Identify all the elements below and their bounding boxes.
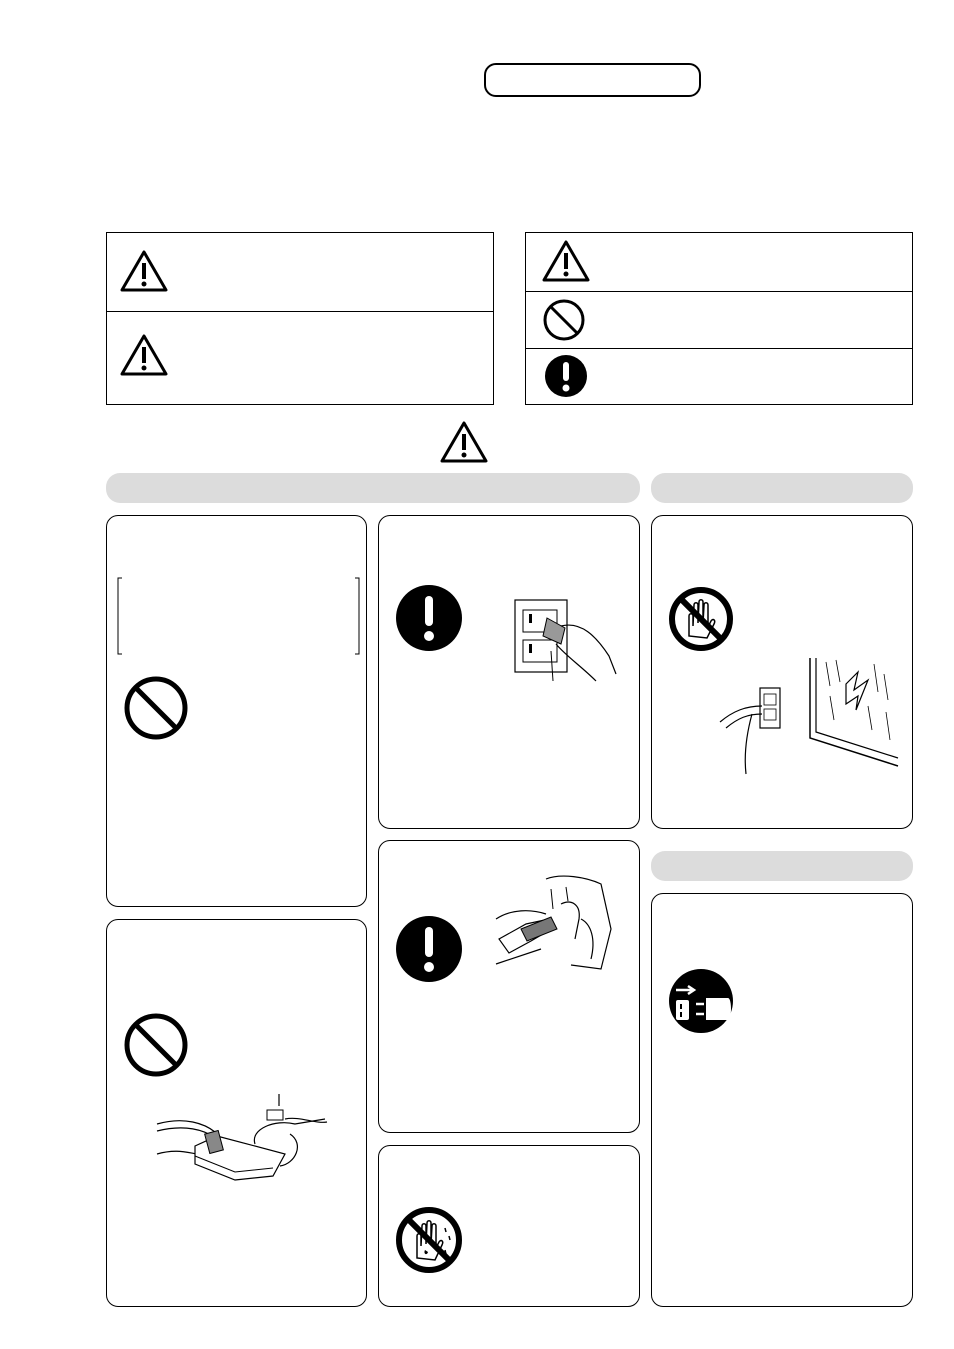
title-box — [484, 63, 701, 97]
no-touch-hand-icon — [668, 586, 734, 652]
panel-insert-plug — [378, 515, 640, 829]
no-wet-hands-icon — [395, 1206, 463, 1274]
panel-no-wet-hands — [378, 1145, 640, 1307]
legend-box-right — [525, 232, 913, 405]
outlet-plug-illustration — [511, 596, 621, 691]
power-strip-illustration — [155, 1094, 330, 1189]
legend-row-prohibition-symbol — [526, 291, 912, 349]
mandatory-exclamation-icon — [395, 584, 463, 652]
panel-octopus-wiring — [106, 919, 367, 1307]
prohibition-icon — [123, 675, 189, 741]
warning-triangle-icon — [119, 333, 169, 377]
wiping-plug-illustration — [491, 869, 616, 979]
mandatory-exclamation-icon — [544, 354, 588, 398]
section-bar-lightning — [651, 473, 913, 503]
legend-row-mandatory-symbol — [526, 348, 912, 406]
legend-row-caution — [107, 311, 493, 406]
prohibition-icon — [542, 298, 586, 342]
legend-box-left — [106, 232, 494, 405]
bracket-frame — [116, 576, 361, 656]
lightning-window-illustration — [718, 656, 903, 781]
section-bar-power — [106, 473, 640, 503]
unplug-power-icon — [668, 968, 734, 1034]
warning-triangle-icon — [119, 249, 169, 293]
warning-triangle-icon — [541, 239, 591, 283]
prohibition-icon — [123, 1012, 189, 1078]
warning-triangle-icon — [440, 421, 488, 463]
panel-clean-plug — [378, 840, 640, 1133]
legend-row-attention-symbol — [526, 233, 912, 292]
panel-lightning — [651, 515, 913, 829]
legend-row-warning — [107, 233, 493, 312]
panel-power-voltage — [106, 515, 367, 907]
section-bar-maintenance — [651, 851, 913, 881]
mandatory-exclamation-icon — [395, 915, 463, 983]
panel-unplug — [651, 893, 913, 1307]
